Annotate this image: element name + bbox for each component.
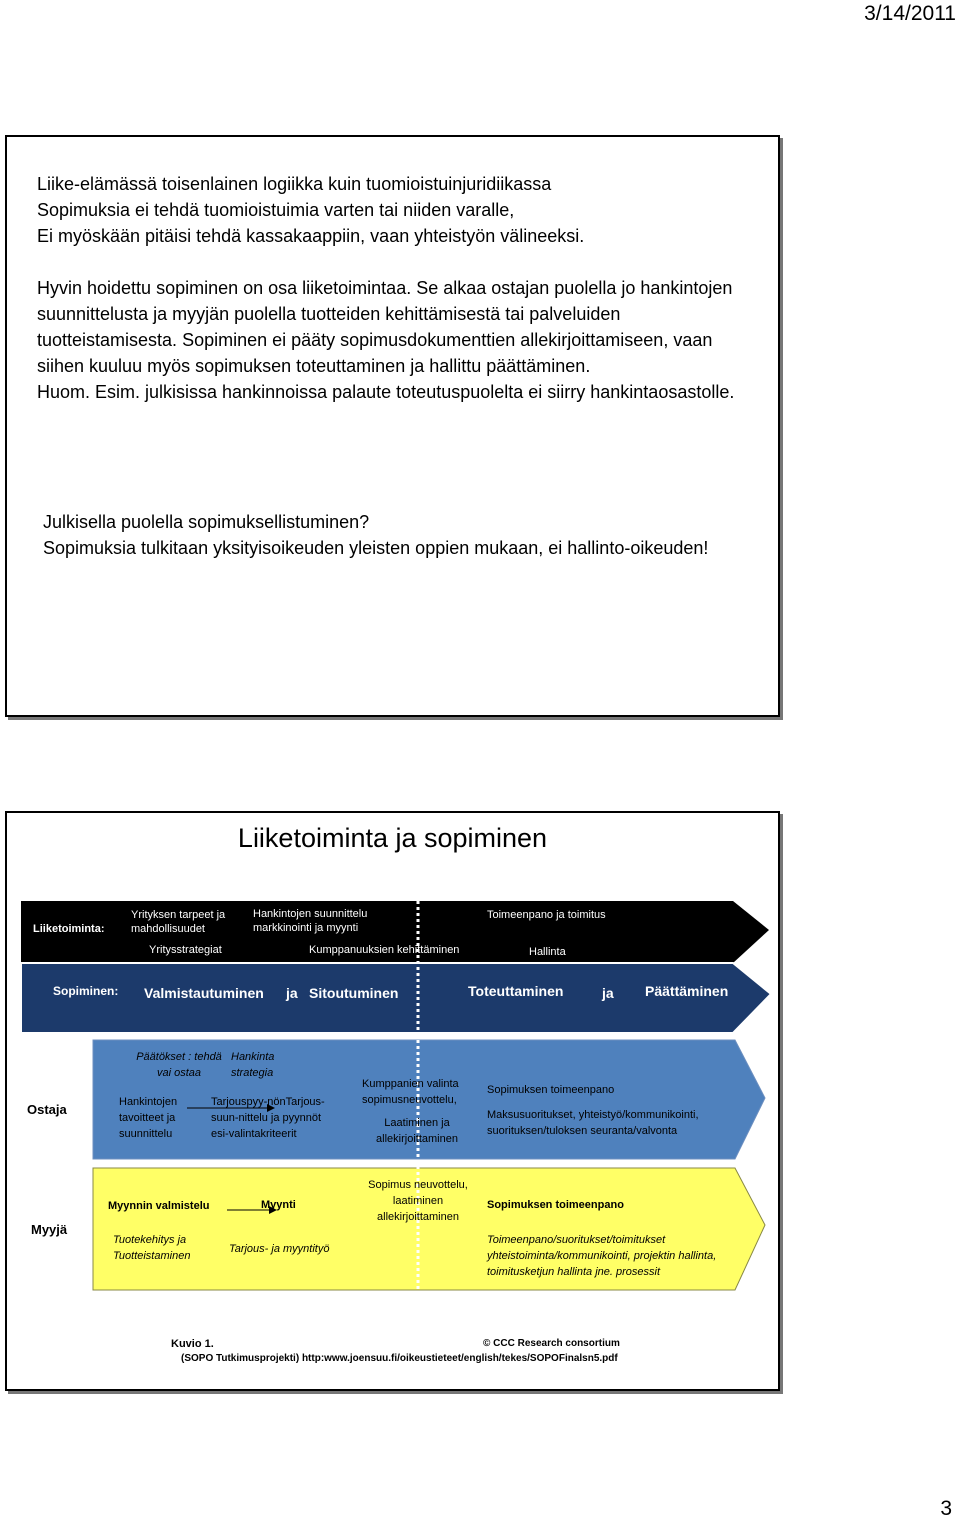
myyja-label: Myyjä: [31, 1222, 68, 1237]
ostaja-label: Ostaja: [27, 1102, 67, 1117]
copyright-text: [483, 1338, 620, 1349]
text-line: Ei myöskään pitäisi tehdä kassakaappiin, vaan yhteistyön välineeksi.: [37, 226, 585, 246]
text-laatiminen: Laatiminen ja allekirjoittaminen: [376, 1117, 458, 1145]
text-kumppanien-valinta: Kumppanien valinta sopimusneuvottelu,: [362, 1078, 459, 1106]
slide1-main-text: [37, 171, 757, 405]
text-sopimuksen-toimeenpano: Sopimuksen toimeenpano: [487, 1084, 615, 1096]
page-date: 3/14/2011: [864, 2, 956, 25]
phase-paattaminen: Päättäminen: [645, 983, 729, 999]
text-paragraph: Hyvin hoidettu sopiminen on osa liiketoimintaa. Se alkaa ostajan puolella jo hankintojen suunnittelusta ja myyjän puolella tuotteiden kehittämisestä tai palveluiden tuotteistamisesta. Sopiminen ei pääty sopimusdokumenttien allekirjoittamiseen, vaan siihen kuuluu myös sopimuksen toteuttaminen ja hallittu päättäminen.: [37, 278, 733, 376]
text-tarjous-myyntityo: Tarjous- ja myyntityö: [229, 1243, 330, 1255]
phase-ja: ja: [286, 985, 298, 1001]
source-text: (SOPO Tutkimusprojekti) http:www.joensuu.fi/oikeustieteet/english/tekes/SOPOFinalsn5.pdf: [181, 1353, 618, 1364]
text-yrityksen-tarpeet: Yrityksen tarpeet ja mahdollisuudet: [131, 909, 226, 935]
text-hankinta-strategia: Hankinta strategia: [231, 1051, 275, 1079]
phase-toteuttaminen: Toteuttaminen: [468, 983, 564, 999]
text-myyja-toimeenpano: Sopimuksen toimeenpano: [487, 1199, 624, 1211]
slide1-question-text: [43, 509, 763, 561]
text-myynnin-valmistelu: Myynnin valmistelu: [108, 1200, 210, 1212]
liiketoiminta-label: Liiketoiminta:: [33, 923, 105, 935]
text-line: Sopimuksia ei tehdä tuomioistuimia varten tai niiden varalle,: [37, 200, 515, 220]
text-tarjouspyynto: Tarjouspyy-nönTarjous-suun-nittelu ja pyynnöt esi-valintakriteerit: [211, 1096, 325, 1140]
text-hankintojen-tavoitteet: Hankintojen tavoitteet ja suunnittelu: [119, 1096, 178, 1140]
figure-caption: Kuvio 1.: [171, 1338, 214, 1350]
text-paragraph: Huom. Esim. julkisissa hankinnoissa palaute toteutuspuolelta ei siirry hankintaosastolle.: [37, 382, 735, 402]
text-tuotekehitys: Tuotekehitys ja Tuotteistaminen: [113, 1234, 191, 1262]
sopiminen-label: Sopiminen:: [53, 984, 119, 998]
text-line: Julkisella puolella sopimuksellistuminen?: [43, 512, 370, 532]
text-toimeenpano-toimitus: Toimeenpano ja toimitus: [487, 909, 606, 921]
text-hallinta: Hallinta: [529, 946, 566, 958]
text-toimeenpano-suoritukset: Toimeenpano/suoritukset/toimitukset yhteistoiminta/kommunikointi, projektin hallinta, toimitusketjun hallinta jne. prosessit: [487, 1234, 717, 1278]
text-line: Liike-elämässä toisenlainen logiikka kuin tuomioistuinjuridiikassa: [37, 174, 552, 194]
text-yritysstrategiat: Yritysstrategiat: [149, 944, 222, 956]
text-line: Sopimuksia tulkitaan yksityisoikeuden yleisten oppien mukaan, ei hallinto-oikeuden!: [43, 538, 709, 558]
copyright-icon: ©: [483, 1338, 494, 1349]
phase-valmistautuminen: Valmistautuminen: [144, 985, 264, 1001]
text-kumppanuuksien: Kumppanuuksien kehittäminen: [309, 944, 460, 956]
slide-text: [5, 135, 780, 717]
slide-title: Liiketoiminta ja sopiminen: [237, 823, 548, 853]
slide-diagram: [5, 811, 780, 1391]
text-hankintojen-suunnittelu: Hankintojen suunnittelu markkinointi ja myynti: [253, 908, 368, 934]
page-number: 3: [940, 1497, 952, 1520]
text-sopimus-neuvottelu: Sopimus neuvottelu, laatiminen allekirjoittaminen: [368, 1179, 468, 1223]
text-maksusuoritukset: Maksusuoritukset, yhteistyö/kommunikointi, suorituksen/tuloksen seuranta/valvonta: [487, 1109, 699, 1137]
text-paatokset: Päätökset : tehdä vai ostaa: [136, 1051, 222, 1079]
text-myynti: Myynti: [261, 1199, 296, 1211]
phase-ja: ja: [602, 985, 614, 1001]
copyright-label: CCC Research consortium: [493, 1338, 620, 1349]
phase-sitoutuminen: Sitoutuminen: [309, 985, 399, 1001]
